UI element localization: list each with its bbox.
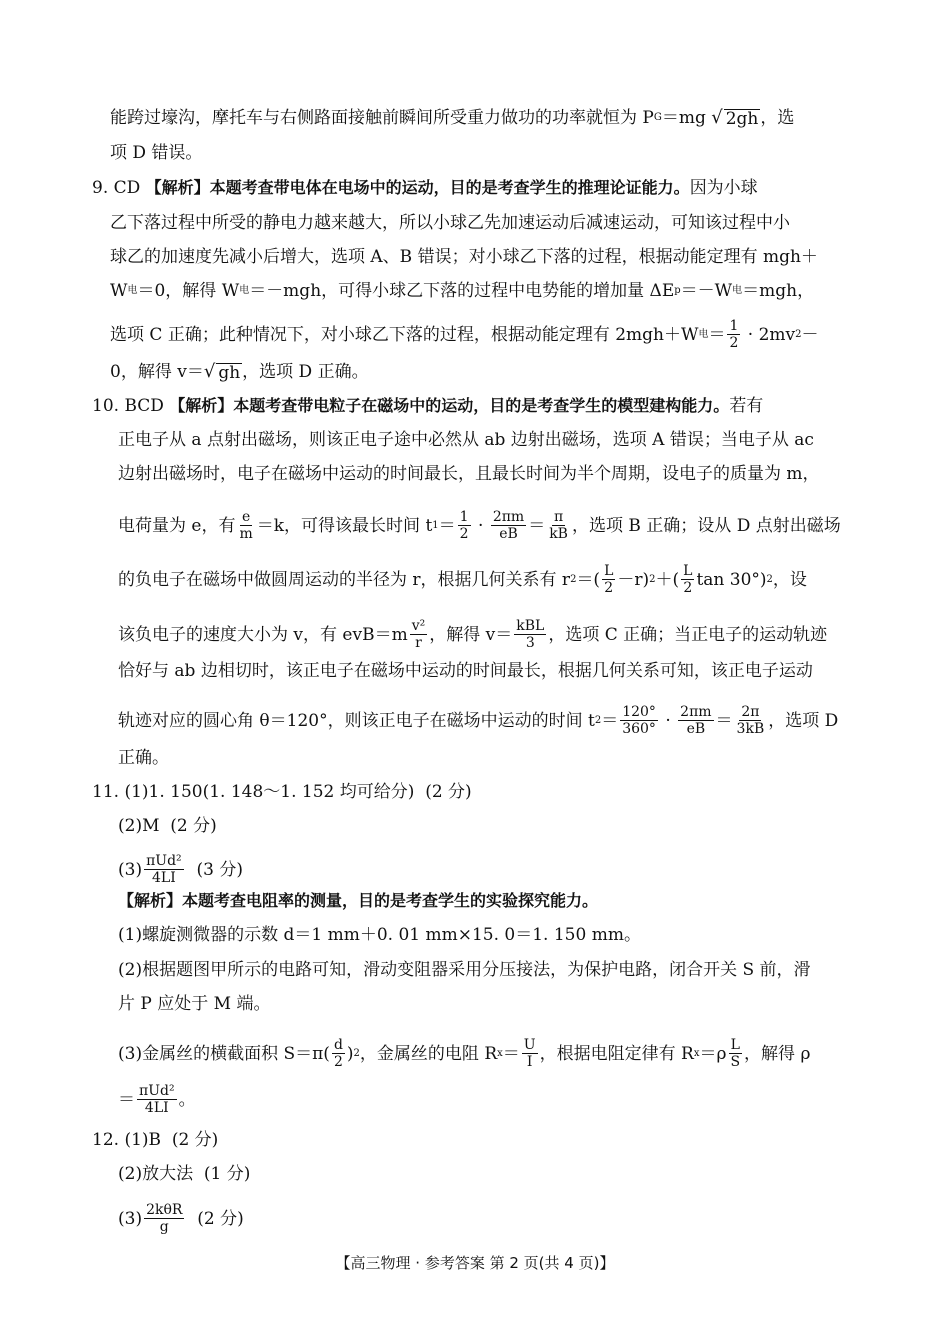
text: · <box>472 515 489 536</box>
text-line <box>118 429 878 451</box>
text: ＝k，可得该最长时间 t <box>256 515 433 536</box>
fraction <box>137 1083 177 1116</box>
page-footer: 【高三物理 · 参考答案 第 2 页(共 4 页)】 <box>335 1254 615 1272</box>
text: · 2mv <box>742 324 796 345</box>
text: 若有 <box>729 396 764 416</box>
question-11-line <box>92 781 852 803</box>
text: ，金属丝的电阻 R <box>359 1043 498 1064</box>
text-line <box>118 959 878 981</box>
text: ，选项 D 正确。 <box>242 362 369 382</box>
denominator: 360° <box>622 721 656 737</box>
denominator: eB <box>499 526 518 542</box>
numerator: 2πm <box>492 509 525 525</box>
text-line <box>118 618 878 651</box>
subscript: x <box>693 1047 700 1059</box>
question-number: 10. BCD <box>92 396 170 416</box>
text-line <box>110 142 870 164</box>
text-line <box>110 318 870 351</box>
text: ＋( <box>655 569 680 590</box>
text: ＝( <box>576 569 601 590</box>
text: －r) <box>617 569 650 590</box>
text: 正电子从 a 点射出磁场，则该正电子途中必然从 ab 边射出磁场，选项 A 错误；当电子从 ac <box>118 430 814 450</box>
text: ＝mgh， <box>742 281 815 301</box>
text-line <box>118 853 878 886</box>
text: 片 P 应处于 M 端。 <box>118 994 271 1014</box>
text: ＝0，解得 W <box>137 281 240 301</box>
numerator: kBL <box>516 618 545 634</box>
text: ＝－mgh，可得小球乙下落的过程中电势能的增加量 ΔE <box>249 281 675 301</box>
text-line <box>118 890 878 912</box>
text-line <box>110 212 870 234</box>
fraction <box>620 704 658 737</box>
text: 边射出磁场时，电子在磁场中运动的时间最长，且最长时间为半个周期，设电子的质量为 m， <box>118 464 820 484</box>
question-12-line <box>92 1129 852 1151</box>
text: ，选项 D <box>768 710 839 731</box>
text: ＝ <box>601 710 619 731</box>
text-line <box>118 563 878 596</box>
fraction <box>144 1202 184 1235</box>
fraction <box>602 563 615 596</box>
text: ＝mg <box>661 108 712 128</box>
text-line <box>118 1037 878 1070</box>
superscript: 2 <box>649 573 656 585</box>
numerator: π <box>553 509 564 525</box>
fraction <box>410 618 428 651</box>
text: ＝ρ <box>699 1043 727 1064</box>
subscript: G <box>653 112 662 123</box>
numerator: L <box>683 563 693 579</box>
text-line <box>118 1202 878 1235</box>
denominator: 3kB <box>736 721 765 737</box>
sqrt-content: 2gh <box>725 108 759 129</box>
numerator: 1 <box>459 509 469 525</box>
text: 恰好与 ab 边相切时，该正电子在磁场中运动的时间最长，根据几何关系可知，该正电子运动 <box>118 661 813 681</box>
text: 12. (1)B (2 分) <box>92 1130 219 1150</box>
text: 因为小球 <box>689 178 758 198</box>
numerator: 2kθR <box>146 1202 183 1218</box>
denominator: 2 <box>604 580 614 596</box>
denominator: 2 <box>683 580 693 596</box>
numerator: 2π <box>741 704 760 720</box>
question-9-line <box>92 177 852 199</box>
denominator: 2 <box>333 1054 343 1070</box>
subscript: 1 <box>432 519 439 531</box>
text: (1)螺旋测微器的示数 d＝1 mm＋0. 01 mm×15. 0＝1. 150 mm。 <box>118 925 641 945</box>
superscript: 2 <box>353 1047 360 1059</box>
analysis-tag: 【解析】本题考查电阻率的测量，目的是考查学生的实验探究能力。 <box>118 891 599 910</box>
sqrt-sign: √ <box>203 361 216 382</box>
text: tan 30°) <box>696 569 767 590</box>
text: ＝ <box>528 515 546 536</box>
text: ，根据电阻定律有 R <box>539 1043 694 1064</box>
superscript: 2 <box>570 573 577 585</box>
text: 。 <box>178 1089 196 1110</box>
text-line <box>118 463 878 485</box>
text: W <box>110 281 128 301</box>
fraction <box>332 1037 345 1070</box>
text: 电荷量为 e，有 <box>118 515 236 536</box>
numerator: L <box>604 563 614 579</box>
text: 轨迹对应的圆心角 θ＝120°，则该正电子在磁场中运动的时间 t <box>118 710 595 731</box>
fraction <box>681 563 694 596</box>
numerator: U <box>523 1037 536 1053</box>
text: ＝ <box>438 515 456 536</box>
text: (2)根据题图甲所示的电路可知，滑动变阻器采用分压接法，为保护电路，闭合开关 S 前，滑 <box>118 960 811 980</box>
text: ＝－W <box>680 281 733 301</box>
question-number: 9. CD <box>92 178 146 198</box>
text: 的负电子在磁场中做圆周运动的半径为 r，根据几何关系有 r <box>118 569 571 590</box>
text: (3) <box>118 1208 143 1229</box>
superscript: 2 <box>795 328 802 340</box>
fraction <box>491 509 526 542</box>
denominator: I <box>526 1054 533 1070</box>
denominator: 4LI <box>152 870 176 886</box>
fraction <box>144 853 184 886</box>
text: ＝ <box>118 1089 135 1110</box>
text: ＝ <box>502 1043 520 1064</box>
text-line <box>110 361 870 383</box>
text: ，选项 B 正确；设从 D 点射出磁场 <box>571 515 841 536</box>
denominator: 4LI <box>144 1100 169 1116</box>
text-line <box>118 924 878 946</box>
subscript: x <box>497 1047 503 1059</box>
text-line <box>110 246 870 268</box>
text: ) <box>346 1043 354 1064</box>
numerator: 120° <box>622 704 656 720</box>
text-line <box>118 1083 878 1116</box>
denominator: 3 <box>525 635 535 651</box>
text: 该负电子的速度大小为 v，有 evB＝m <box>118 624 408 645</box>
subscript: 电 <box>239 285 250 296</box>
text: (2 分) <box>186 1208 244 1229</box>
denominator: 2 <box>729 335 739 351</box>
numerator: e <box>241 509 251 525</box>
text-line <box>118 815 878 837</box>
fraction <box>547 509 570 542</box>
subscript: 2 <box>594 714 602 726</box>
denominator: kB <box>549 526 568 542</box>
numerator: 1 <box>729 318 739 334</box>
fraction <box>458 509 471 542</box>
text: 项 D 错误。 <box>110 143 203 163</box>
text-line <box>118 509 878 542</box>
fraction <box>735 704 767 737</box>
text: 能跨过壕沟，摩托车与右侧路面接触前瞬间所受重力做功的功率就恒为 P <box>110 108 654 128</box>
text-line <box>110 107 870 129</box>
fraction <box>514 618 546 651</box>
text: ，设 <box>772 569 807 590</box>
text: (2)放大法 (1 分) <box>118 1164 251 1184</box>
text: － <box>801 324 819 345</box>
text: 正确。 <box>118 748 169 768</box>
sqrt-content: gh <box>218 362 241 383</box>
text: ，解得 ρ <box>744 1043 811 1064</box>
fraction <box>727 318 740 351</box>
denominator: r <box>415 635 422 651</box>
text: ，解得 v＝ <box>429 624 513 645</box>
denominator: S <box>730 1054 741 1070</box>
numerator: L <box>730 1037 740 1053</box>
denominator: g <box>159 1219 169 1235</box>
subscript: 电 <box>127 285 138 296</box>
text: 0，解得 v＝ <box>110 362 204 382</box>
numerator: πUd² <box>139 1083 175 1099</box>
text-line <box>118 1163 878 1185</box>
text: 11. (1)1. 150(1. 148～1. 152 均可给分) (2 分) <box>92 782 472 802</box>
text-line <box>118 660 878 682</box>
denominator: m <box>239 526 253 542</box>
text-line <box>110 280 870 302</box>
text: 选项 C 正确；此种情况下，对小球乙下落的过程，根据动能定理有 2mgh＋W <box>110 324 699 345</box>
question-10-line <box>92 395 852 417</box>
numerator: d <box>333 1037 343 1053</box>
text: 球乙的加速度先减小后增大，选项 A、B 错误；对小球乙下落的过程，根据动能定理有 mgh＋ <box>110 247 818 267</box>
text: 乙下落过程中所受的静电力越来越大，所以小球乙先加速运动后减速运动，可知该过程中小 <box>110 213 790 233</box>
text: (3 分) <box>185 859 243 880</box>
numerator: v² <box>411 618 426 634</box>
text: ＝ <box>708 324 726 345</box>
text: ，选项 C 正确；当正电子的运动轨迹 <box>548 624 828 645</box>
analysis-tag: 【解析】本题考查带电粒子在磁场中的运动，目的是考查学生的模型建构能力。 <box>169 396 730 415</box>
subscript: 电 <box>698 328 709 340</box>
analysis-tag: 【解析】本题考查带电体在电场中的运动，目的是考查学生的推理论证能力。 <box>145 178 690 197</box>
denominator: eB <box>686 721 706 737</box>
text: · <box>659 710 677 731</box>
text: (3)金属丝的横截面积 S＝π( <box>118 1043 330 1064</box>
text-line <box>118 993 878 1015</box>
text: (3) <box>118 859 143 880</box>
text: (2)M (2 分) <box>118 816 217 836</box>
fraction <box>678 704 713 737</box>
fraction <box>522 1037 538 1070</box>
sqrt-sign: √ <box>711 107 723 128</box>
text: ，选 <box>760 108 795 128</box>
fraction <box>728 1037 742 1070</box>
numerator: πUd² <box>146 853 182 869</box>
denominator: 2 <box>459 526 469 542</box>
numerator: 2πm <box>680 704 712 720</box>
text-line <box>118 704 878 737</box>
text-line <box>118 747 878 769</box>
superscript: 2 <box>766 573 773 585</box>
text: ＝ <box>715 710 733 731</box>
subscript: 电 <box>732 285 743 296</box>
fraction <box>237 509 254 542</box>
subscript: p <box>674 285 681 296</box>
